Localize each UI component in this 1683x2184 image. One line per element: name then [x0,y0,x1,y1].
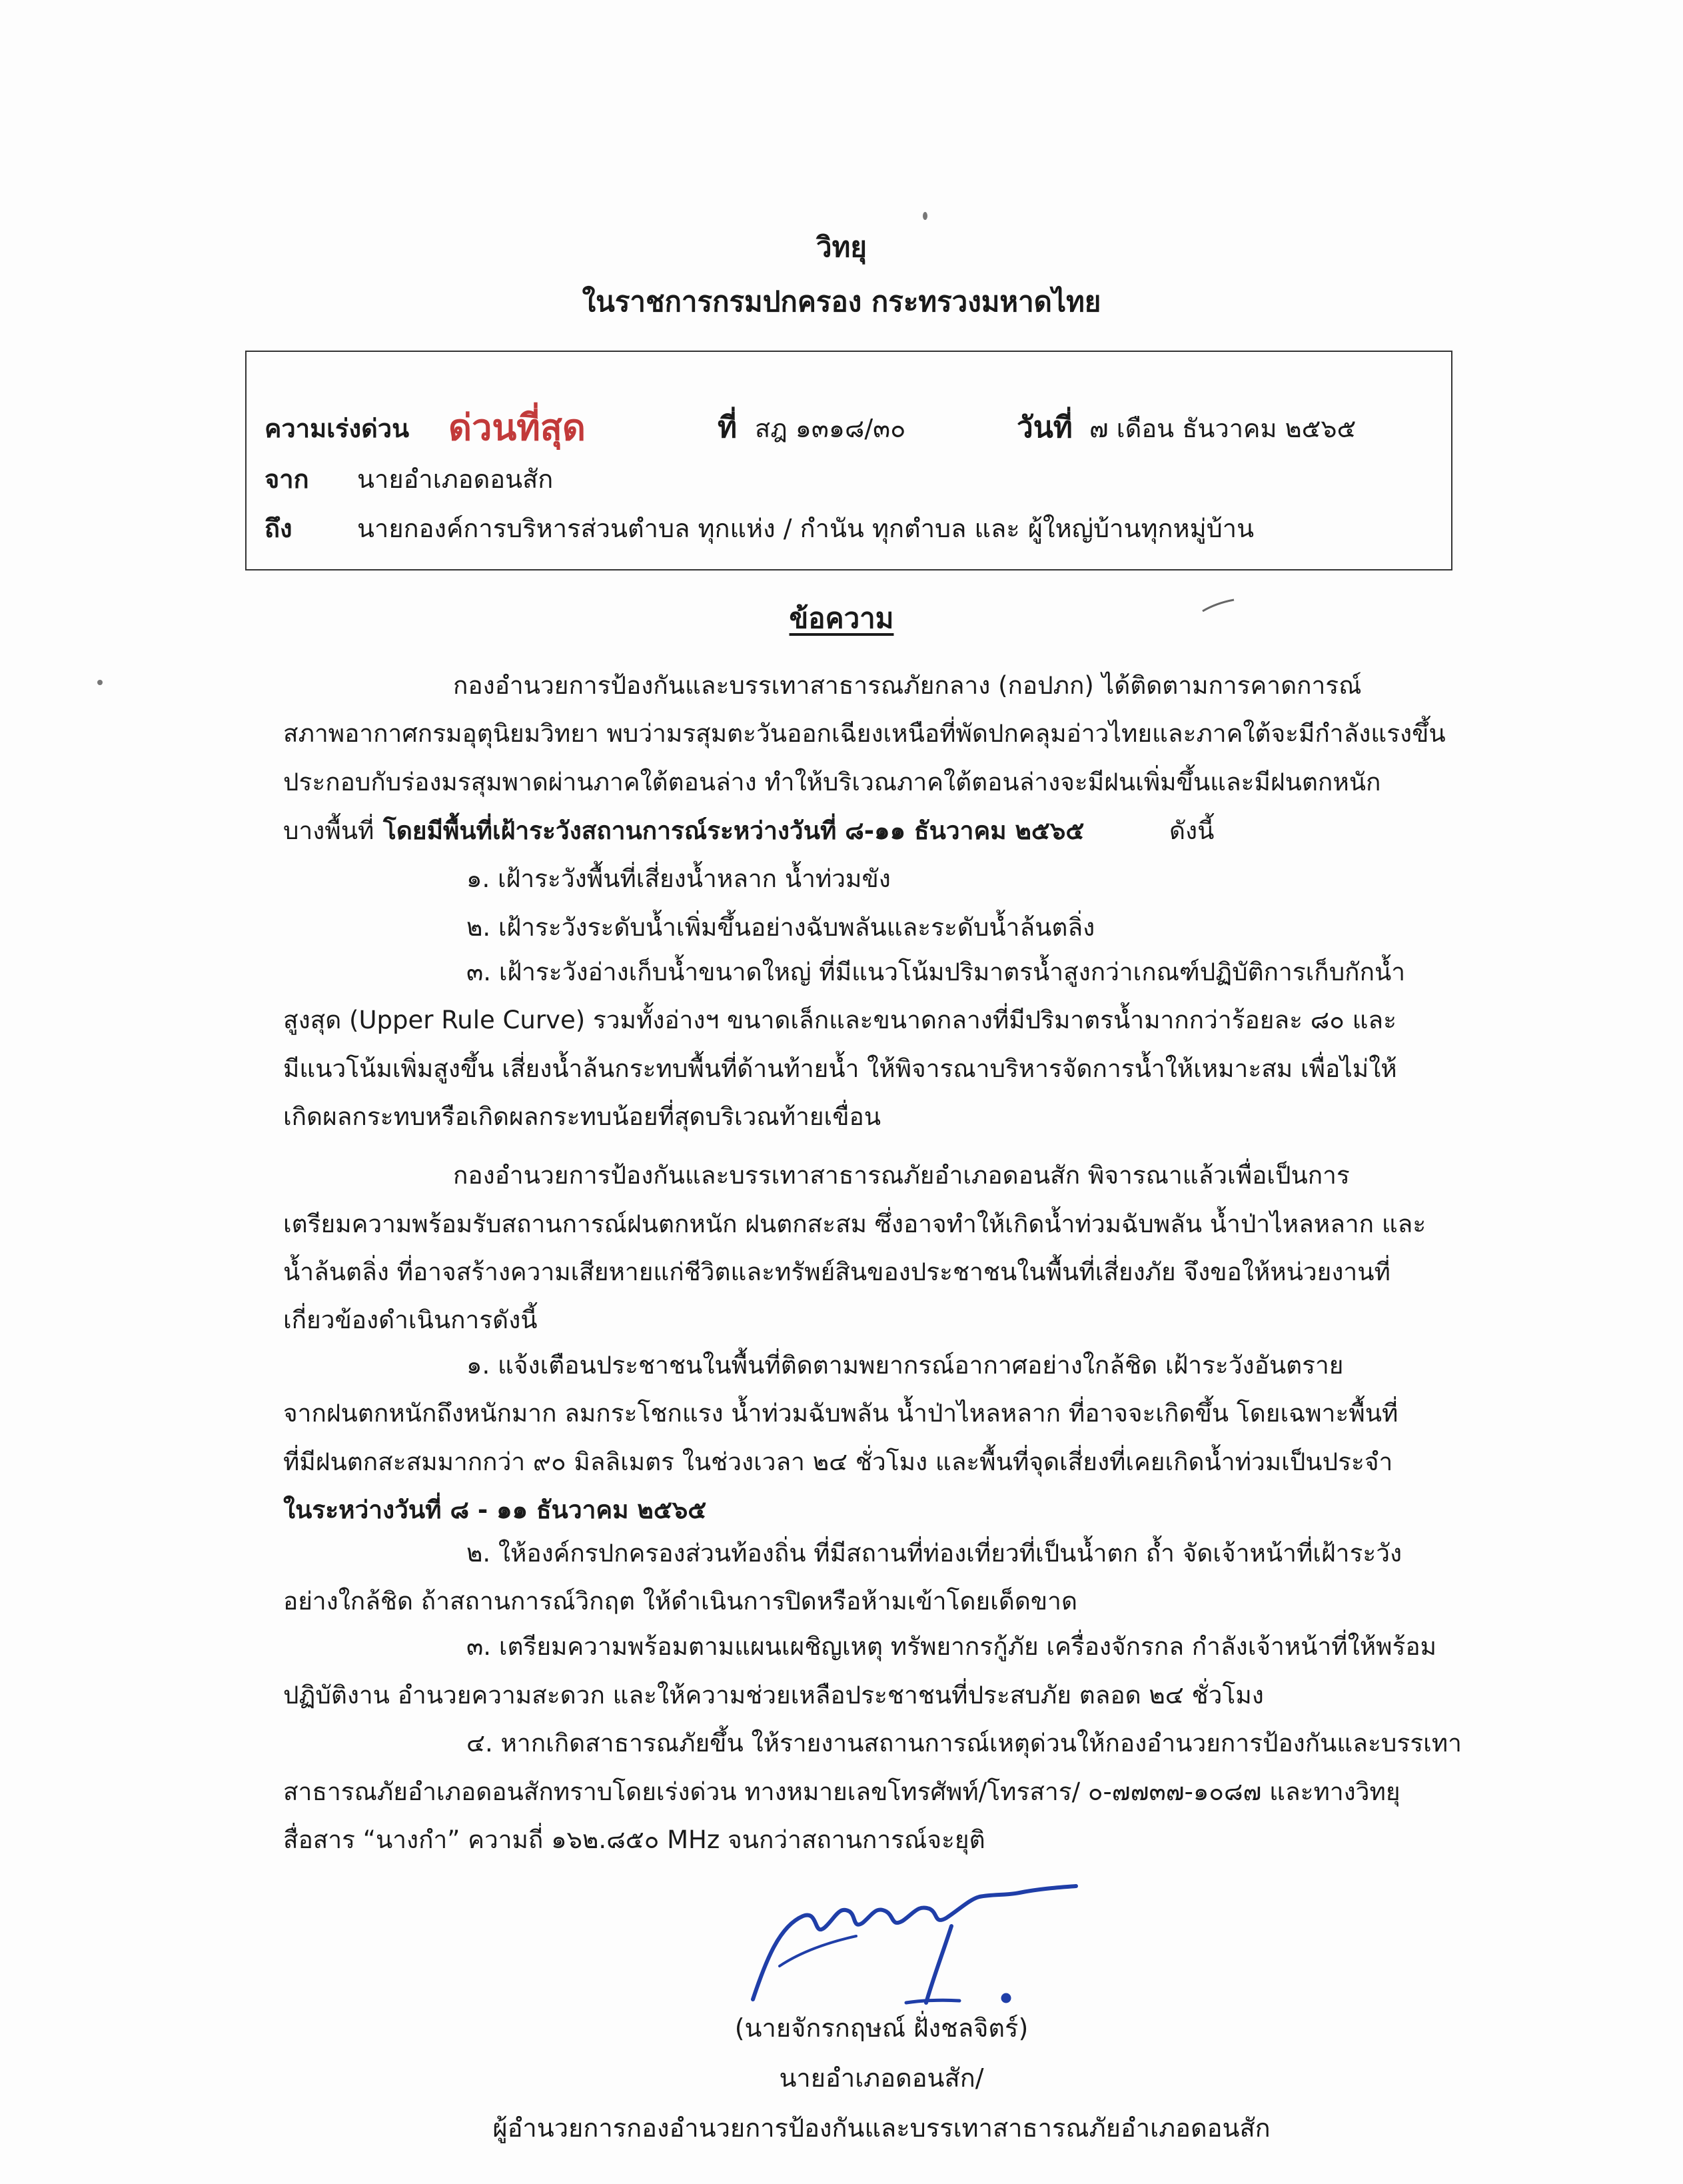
signer-name: (นายจักรกฤษณ์ ฝั่งชลจิตร์) [734,2013,1029,2043]
body-line: เตรียมความพร้อมรับสถานการณ์ฝนตกหนัก ฝนตกสะสม ซึ่งอาจทำให้เกิดน้ำท่วมฉับพลัน น้ำป่าไหลหลาก และ [283,1210,1426,1238]
body-line: ที่มีฝนตกสะสมมากกว่า ๙๐ มิลลิเมตร ในช่วงเวลา ๒๔ ชั่วโมง และพื้นที่จุดเสี่ยงที่เคยเกิดน้ำท่วมเป็นประจำ [283,1448,1393,1476]
handwritten-signature [740,1879,1086,2013]
to-label: ถึง [265,514,292,543]
body-line: ประกอบกับร่องมรสุมพาดผ่านภาคใต้ตอนล่าง ทำให้บริเวณภาคใต้ตอนล่างจะมีฝนเพิ่มขึ้นและมีฝนตกหนัก [283,768,1381,796]
body-line: ปฏิบัติงาน อำนวยความสะดวก และให้ความช่วยเหลือประชาชนที่ประสบภัย ตลอด ๒๔ ชั่วโมง [283,1681,1264,1709]
list-item: ๑. แจ้งเตือนประชาชนในพื้นที่ติดตามพยากรณ์อากาศอย่างใกล้ชิด เฝ้าระวังอันตราย [466,1351,1344,1380]
body-line: อย่างใกล้ชิด ถ้าสถานการณ์วิกฤต ให้ดำเนินการปิดหรือห้ามเข้าโดยเด็ดขาด [283,1587,1077,1616]
urgency-value: ด่วนที่สุด [448,407,586,449]
body-line: จากฝนตกหนักถึงหนักมาก ลมกระโชกแรง น้ำท่วมฉับพลัน น้ำป่าไหลหลาก ที่อาจจะเกิดขึ้น โดยเฉพาะพื้นที่ [283,1399,1399,1428]
body-line: สื่อสาร “นางกำ” ความถี่ ๑๖๒.๘๕๐ MHz จนกว่าสถานการณ์จะยุติ [283,1825,985,1854]
body-line: บางพื้นที่ [283,816,374,845]
body-line: สูงสุด (Upper Rule Curve) รวมทั้งอ่างฯ ขนาดเล็กและขนาดกลางที่มีปริมาตรน้ำมากกว่าร้อยละ ๘๐ และ [283,1006,1397,1034]
body-line-bold: ในระหว่างวันที่ ๘ - ๑๑ ธันวาคม ๒๕๖๕ [283,1496,707,1524]
list-item: ๒. เฝ้าระวังระดับน้ำเพิ่มขึ้นอย่างฉับพลันและระดับน้ำล้นตลิ่ง [466,913,1095,942]
list-item: ๔. หากเกิดสาธารณภัยขึ้น ให้รายงานสถานการณ์เหตุด่วนให้กองอำนวยการป้องกันและบรรเทา [466,1729,1462,1757]
body-line: มีแนวโน้มเพิ่มสูงขึ้น เสี่ยงน้ำล้นกระทบพื้นที่ด้านท้ายน้ำ ให้พิจารณาบริหารจัดการน้ำให้เหมาะสม เพื่อไม่ให้ [283,1054,1397,1083]
ref-value: สฎ ๑๓๑๘/๓๐ [755,414,906,443]
from-value: นายอำเภอดอนสัก [357,465,554,494]
scan-speck [923,212,927,220]
from-label: จาก [265,465,309,494]
body-line: น้ำล้นตลิ่ง ที่อาจสร้างความเสียหายแก่ชีวิตและทรัพย์สินของประชาชนในพื้นที่เสี่ยงภัย จึงขอให้หน่วยงานที่ [283,1258,1391,1286]
body-line: เกี่ยวข้องดำเนินการดังนี้ [283,1306,538,1334]
date-label: วันที่ [1017,411,1073,445]
urgency-label: ความเร่งด่วน [265,414,410,443]
body-line: กองอำนวยการป้องกันและบรรเทาสาธารณภัยอำเภอดอนสัก พิจารณาแล้วเพื่อเป็นการ [453,1161,1350,1190]
body-line: ดังนี้ [1169,816,1215,845]
body-line: เกิดผลกระทบหรือเกิดผลกระทบน้อยที่สุดบริเวณท้ายเขื่อน [283,1102,881,1131]
list-item: ๓. เตรียมความพร้อมตามแผนเผชิญเหตุ ทรัพยากรกู้ภัย เครื่องจักรกล กำลังเจ้าหน้าที่ให้พร้อม [466,1632,1436,1661]
list-item: ๑. เฝ้าระวังพื้นที่เสี่ยงน้ำหลาก น้ำท่วมขัง [466,864,891,893]
body-line: กองอำนวยการป้องกันและบรรเทาสาธารณภัยกลาง (กอปภก) ได้ติดตามการคาดการณ์ [453,671,1362,700]
doc-subtitle: ในราชการกรมปกครอง กระทรวงมหาดไทย [582,285,1101,318]
body-line-bold: โดยมีพื้นที่เฝ้าระวังสถานการณ์ระหว่างวันที่ ๘-๑๑ ธันวาคม ๒๕๖๕ [383,816,1085,845]
date-value: ๗ เดือน ธันวาคม ๒๕๖๕ [1089,414,1357,443]
list-item: ๓. เฝ้าระวังอ่างเก็บน้ำขนาดใหญ่ ที่มีแนวโน้มปริมาตรน้ำสูงกว่าเกณฑ์ปฏิบัติการเก็บกักน้ำ [466,958,1406,986]
signer-position: นายอำเภอดอนสัก/ [779,2063,984,2093]
list-item: ๒. ให้องค์กรปกครองส่วนท้องถิ่น ที่มีสถานที่ท่องเที่ยวที่เป็นน้ำตก ถ้ำ จัดเจ้าหน้าที่เฝ้าระวัง [466,1539,1402,1568]
doc-title: วิทยุ [816,231,867,263]
body-line: สาธารณภัยอำเภอดอนสักทราบโดยเร่งด่วน ทางหมายเลขโทรศัพท์/โทรสาร/ ๐-๗๗๓๗-๑๐๘๗ และทางวิทยุ [283,1777,1401,1806]
scan-speck [97,680,103,685]
ref-label: ที่ [718,411,738,445]
message-heading: ข้อความ [789,602,894,634]
body-line: สภาพอากาศกรมอุตุนิยมวิทยา พบว่ามรสุมตะวันออกเฉียงเหนือที่พัดปกคลุมอ่าวไทยและภาคใต้จะมีกำลังแรงขึ้น [283,719,1446,748]
to-value: นายกองค์การบริหารส่วนตำบล ทุกแห่ง / กำนัน ทุกตำบล และ ผู้ใหญ่บ้านทุกหมู่บ้าน [357,514,1255,543]
signer-position-full: ผู้อำนวยการกองอำนวยการป้องกันและบรรเทาสาธารณภัยอำเภอดอนสัก [492,2113,1271,2143]
